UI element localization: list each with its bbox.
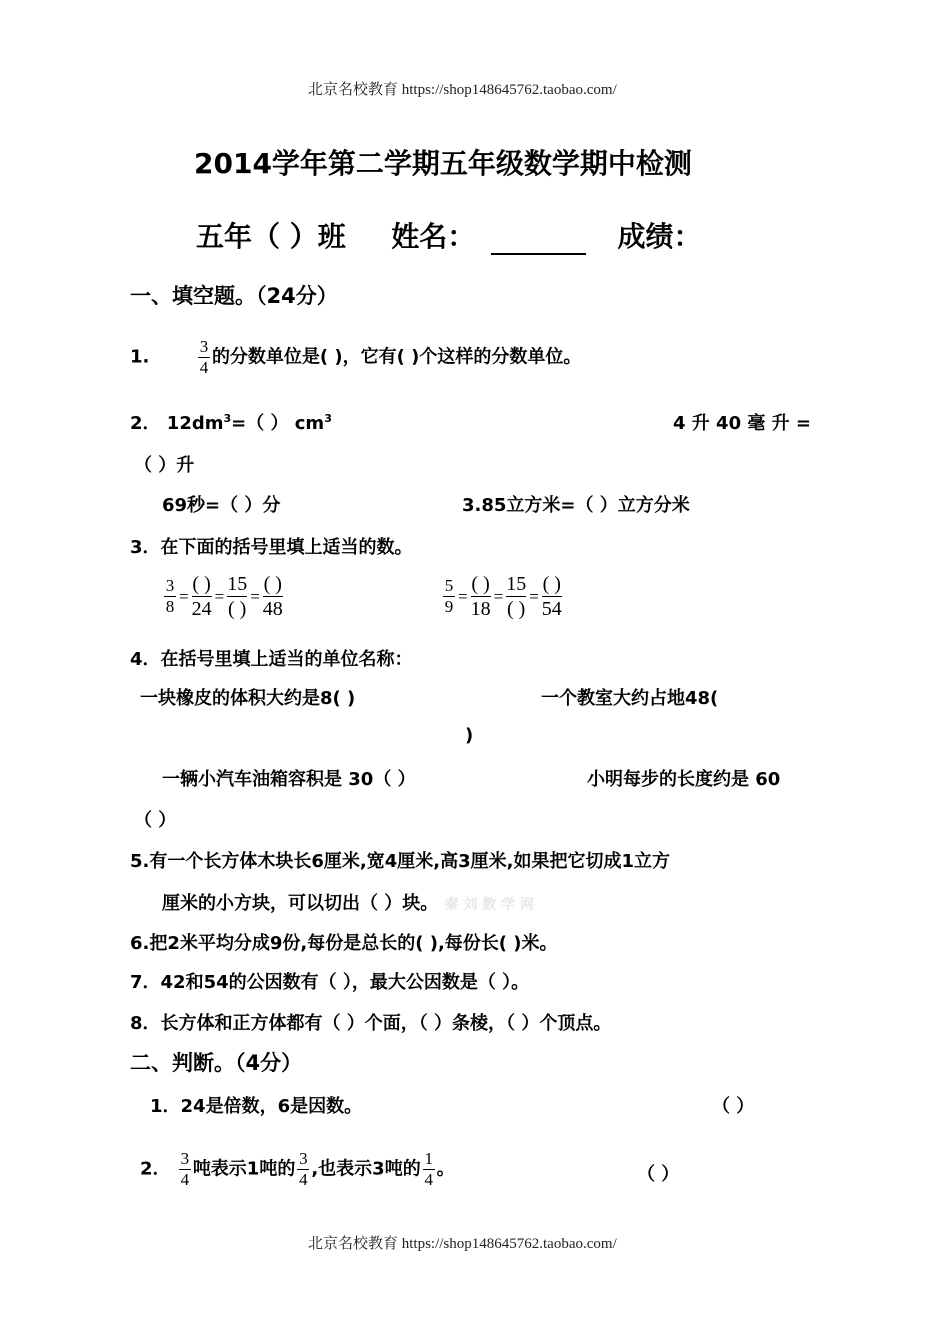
equals-sign: =: [214, 586, 225, 606]
question-1-6: 6.把2米平均分成9份,每份是总长的( ),每份长( )米。: [130, 933, 558, 954]
fraction: [471, 573, 491, 620]
page-header: 北京名校教育 https://shop148645762.taobao.com/: [308, 82, 617, 98]
numerator: 3: [299, 1149, 308, 1168]
fraction: [506, 573, 526, 620]
question-1-2e: 3.85立方米=（ ）立方分米: [462, 495, 690, 516]
fraction-3-4: [198, 338, 210, 377]
question-1-4d: 小明每步的长度约是 60: [587, 769, 781, 790]
judgment-1: 1．24是倍数，6是因数。: [150, 1096, 363, 1117]
q1-text: 的分数单位是( )，它有( )个这样的分数单位。: [211, 346, 582, 368]
watermark-text: 秦 刘 数 学 网: [444, 897, 535, 913]
question-1-2c: （ ）升: [134, 455, 195, 476]
equivalent-fractions-left: [162, 573, 285, 620]
fraction: [263, 573, 283, 620]
fraction-bar: [471, 596, 491, 597]
fraction: [297, 1150, 309, 1189]
j2-text-2: ,也表示3吨的: [311, 1158, 421, 1180]
q1-number: 1.: [130, 346, 150, 368]
numerator: 3: [165, 576, 175, 595]
question-1-2a: [130, 409, 332, 435]
numerator-blank[interactable]: ( ): [192, 573, 211, 595]
section-2-heading: 二、判断。（4分）: [130, 1051, 303, 1075]
q2-a-sup2: 3: [324, 412, 332, 425]
fraction-bar: [506, 596, 526, 597]
denominator: 8: [165, 597, 175, 616]
equals-sign: =: [458, 586, 468, 606]
j2-text-3: 。: [436, 1158, 455, 1180]
question-1-4: 4．在括号里填上适当的单位名称：: [130, 649, 413, 670]
class-label: 五年（ ）班: [196, 220, 346, 253]
judgment-1-answer[interactable]: （ ）: [712, 1096, 755, 1117]
question-1-4b: 一个教室大约占地48(: [541, 688, 719, 709]
denominator: 18: [470, 598, 491, 620]
q2-a-sup: 3: [223, 412, 232, 425]
section-1-heading: 一、填空题。（24分）: [130, 284, 338, 308]
judgment-2: [140, 1150, 455, 1189]
question-1-3: 3．在下面的括号里填上适当的数。: [130, 537, 413, 558]
denominator: 54: [541, 598, 562, 620]
fraction: [164, 577, 176, 616]
fraction: [192, 573, 212, 620]
score-label: 成绩：: [617, 220, 702, 253]
judgment-2-answer[interactable]: （ ）: [637, 1164, 680, 1185]
denominator: 4: [299, 1170, 308, 1189]
numerator: 5: [444, 576, 454, 595]
q2-a-text: 2． 12dm: [130, 413, 224, 434]
numerator: 3: [180, 1149, 190, 1168]
numerator-blank[interactable]: ( ): [542, 573, 561, 595]
question-1-4b-end: ): [465, 725, 474, 746]
numerator-blank[interactable]: ( ): [263, 573, 282, 595]
fraction: [179, 1150, 191, 1189]
fraction-bar: [263, 596, 283, 597]
denominator: 24: [191, 598, 212, 620]
question-1-1: [130, 338, 581, 377]
equivalent-fractions-right: [441, 573, 564, 620]
question-1-5-line2: [162, 889, 534, 915]
denominator-blank[interactable]: ( ): [228, 598, 247, 620]
question-1-2b: 4 升 40 毫 升 =: [673, 413, 811, 434]
fraction-bar: [192, 596, 212, 597]
equals-sign: =: [529, 586, 539, 606]
student-info-line: [196, 215, 702, 255]
equals-sign: =: [179, 586, 189, 606]
name-blank[interactable]: [491, 225, 586, 255]
q2-a-mid: =（ ） cm: [231, 413, 325, 434]
equals-sign: =: [493, 586, 504, 606]
question-1-4c: 一辆小汽车油箱容积是 30（ ）: [162, 769, 416, 790]
j2-number: 2．: [140, 1158, 171, 1180]
question-1-4a: 一块橡皮的体积大约是8( ): [140, 688, 356, 709]
question-1-8: 8．长方体和正方体都有（ ）个面，（ ）条棱，（ ）个顶点。: [130, 1013, 612, 1034]
question-1-5-line1: 5.有一个长方体木块长6厘米,宽4厘米,高3厘米,如果把它切成1立方: [130, 851, 670, 872]
fraction: [227, 573, 247, 620]
equals-sign: =: [250, 586, 260, 606]
fraction-bar: [542, 596, 562, 597]
fraction-bar: [227, 596, 247, 597]
page-title: 2014学年第二学期五年级数学期中检测: [194, 147, 692, 180]
j2-text-1: 吨表示1吨的: [192, 1158, 296, 1180]
question-1-2d: 69秒=（ ）分: [162, 495, 281, 516]
name-label: 姓名：: [391, 220, 476, 253]
numerator: 15: [506, 573, 527, 595]
q5-line2-text: 厘米的小方块，可以切出（ ）块。: [162, 893, 439, 914]
numerator: 15: [227, 573, 248, 595]
numerator: 1: [424, 1149, 433, 1168]
question-1-4d-end: （ ）: [134, 810, 177, 831]
denominator: 4: [424, 1170, 433, 1189]
denominator: 48: [262, 598, 283, 620]
fraction-denominator: 4: [199, 358, 209, 377]
denominator-blank[interactable]: ( ): [507, 598, 526, 620]
fraction: [542, 573, 562, 620]
fraction: [443, 577, 455, 616]
fraction: [423, 1150, 435, 1189]
fraction-numerator: 3: [199, 337, 209, 356]
numerator-blank[interactable]: ( ): [471, 573, 490, 595]
page-footer: 北京名校教育 https://shop148645762.taobao.com/: [308, 1236, 617, 1252]
question-1-7: 7．42和54的公因数有（ ），最大公因数是（ ）。: [130, 972, 530, 993]
denominator: 9: [444, 597, 454, 616]
denominator: 4: [180, 1170, 190, 1189]
